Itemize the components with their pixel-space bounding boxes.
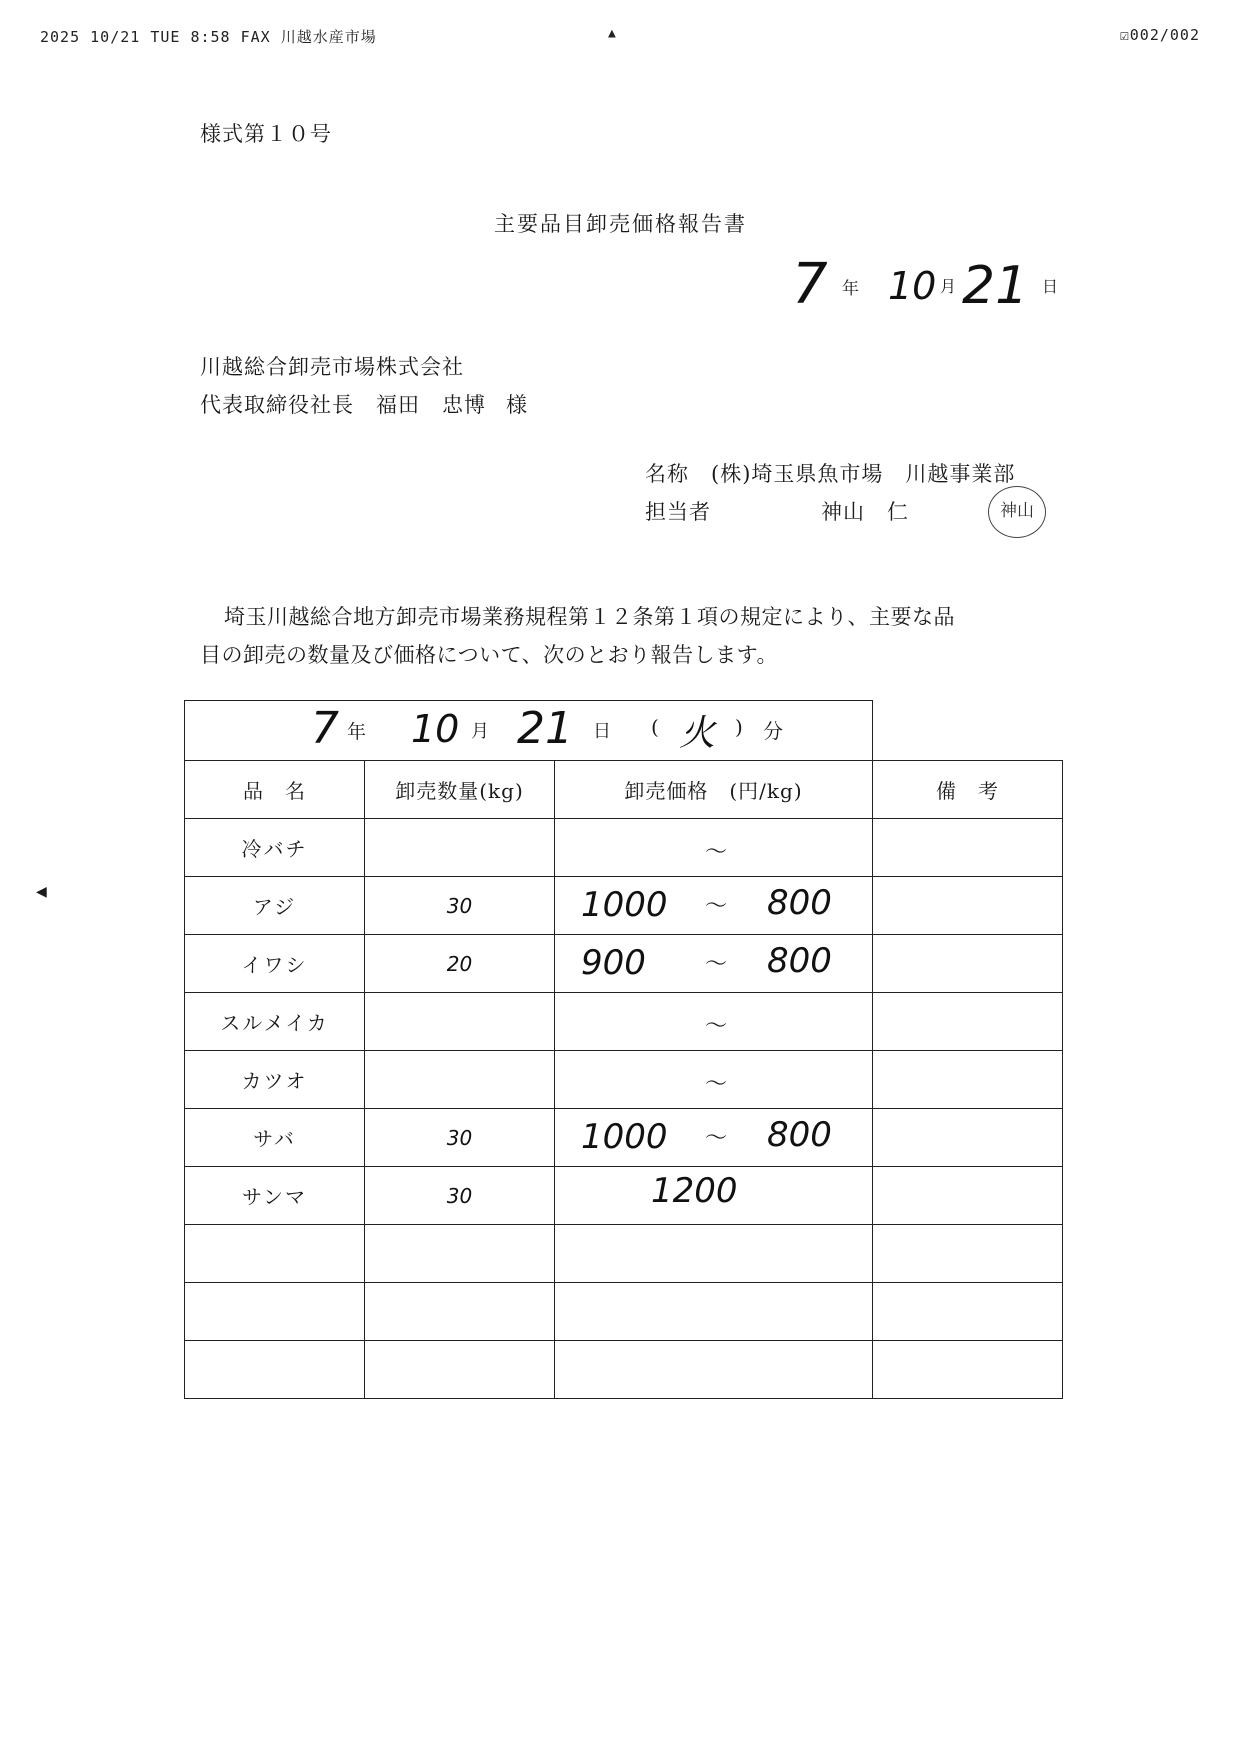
item-name: イワシ [185,935,365,993]
price-report-table [184,700,1062,1404]
addressee-person [200,386,528,424]
table-date-cell [185,701,873,761]
price-low: 800 [767,1115,832,1155]
table-row-empty [185,1283,1063,1341]
price-high: 1000 [581,885,668,925]
price-single: 1200 [651,1171,738,1211]
price-tilde: ～ [705,952,728,977]
report-date-day: 21 [962,256,1029,316]
sender-name-value: (株)埼玉県魚市場 川越事業部 [711,462,1016,486]
price-tilde: ～ [705,1072,728,1097]
table-date-weekday: 火 [679,713,716,754]
price-high: 900 [581,943,646,983]
item-name: サバ [185,1109,365,1167]
table-date-row [185,701,1063,761]
fax-header-marker: ▲ [608,26,617,41]
header-remarks: 備 考 [873,761,1063,819]
table-date-day: 21 [517,703,573,754]
item-name: カツオ [185,1051,365,1109]
personal-seal-stamp: 神山 [988,486,1046,538]
item-quantity [365,1051,555,1109]
table-date-close-paren: ) [735,715,743,739]
addressee-name: 福田 忠博 [376,393,486,417]
sender-block [645,455,1015,531]
item-quantity: 30 [365,1167,555,1225]
item-remarks [873,1051,1063,1109]
fax-header [40,26,1200,50]
side-marker: ◀ [36,884,47,900]
table-date-day-kanji: 日 [593,721,611,742]
item-price [555,1109,873,1167]
item-quantity: 30 [365,877,555,935]
addressee-block [200,348,528,424]
report-date-year: 7 [792,252,828,317]
table-date-year-kanji: 年 [347,721,367,743]
report-date [780,252,1080,332]
item-quantity [365,819,555,877]
table-row [185,819,1063,877]
header-quantity: 卸売数量(kg) [365,761,555,819]
item-quantity: 30 [365,1109,555,1167]
form-number: 様式第１０号 [200,122,332,146]
table-row-empty [185,1341,1063,1399]
price-high: 1000 [581,1117,668,1157]
table-row [185,877,1063,935]
statement-line-2: 目の卸売の数量及び価格について、次のとおり報告します。 [200,643,778,667]
table-row [185,1167,1063,1225]
sender-name-label: 名称 [645,462,689,486]
item-name: アジ [185,877,365,935]
item-remarks [873,1167,1063,1225]
header-price: 卸売価格 (円/kg) [555,761,873,819]
addressee-title: 代表取締役社長 [200,393,354,417]
price-tilde: ～ [705,1126,728,1151]
report-date-day-kanji: 日 [1042,277,1059,296]
table-date-suffix: 分 [763,719,783,743]
header-item: 品 名 [185,761,365,819]
item-quantity [365,993,555,1051]
table-row-empty [185,1225,1063,1283]
item-price [555,935,873,993]
table-date-blank [873,701,1063,761]
fax-header-left: 2025 10/21 TUE 8:58 FAX 川越水産市場 [40,28,377,46]
table-date-year: 7 [311,703,339,754]
item-remarks [873,819,1063,877]
item-price [555,1167,873,1225]
table-date-month-kanji: 月 [471,721,489,742]
price-tilde: ～ [705,894,728,919]
table-date-month: 10 [411,707,460,751]
item-name: 冷バチ [185,819,365,877]
addressee-company: 川越総合卸売市場株式会社 [200,355,464,379]
item-remarks [873,935,1063,993]
sender-person-value: 神山 仁 [821,500,909,524]
item-price [555,819,873,877]
sender-person-label: 担当者 [645,500,711,524]
price-tilde: ～ [705,840,728,865]
addressee-honorific: 様 [506,393,528,417]
item-price [555,993,873,1051]
price-tilde: ～ [705,1014,728,1039]
table-row [185,1051,1063,1109]
item-remarks [873,877,1063,935]
sender-name-row [645,455,1015,493]
item-remarks [873,1109,1063,1167]
price-low: 800 [767,883,832,923]
item-price [555,877,873,935]
statement-line-1: 埼玉川越総合地方卸売市場業務規程第１２条第１項の規定により、主要な品 [224,605,955,629]
table-row [185,935,1063,993]
item-name: スルメイカ [185,993,365,1051]
table-row [185,993,1063,1051]
report-date-month: 10 [888,264,937,308]
item-price [555,1051,873,1109]
sender-person-row [645,493,1015,531]
fax-page-indicator: ☑002/002 [1119,26,1200,44]
table-header-row [185,761,1063,819]
report-date-year-kanji: 年 [842,279,859,299]
document-title: 主要品目卸売価格報告書 [494,212,747,236]
report-statement [200,598,1080,674]
table-row [185,1109,1063,1167]
item-remarks [873,993,1063,1051]
table-date-open-paren: ( [651,715,659,739]
price-low: 800 [767,941,832,981]
report-date-month-kanji: 月 [940,277,957,296]
item-quantity: 20 [365,935,555,993]
item-name: サンマ [185,1167,365,1225]
